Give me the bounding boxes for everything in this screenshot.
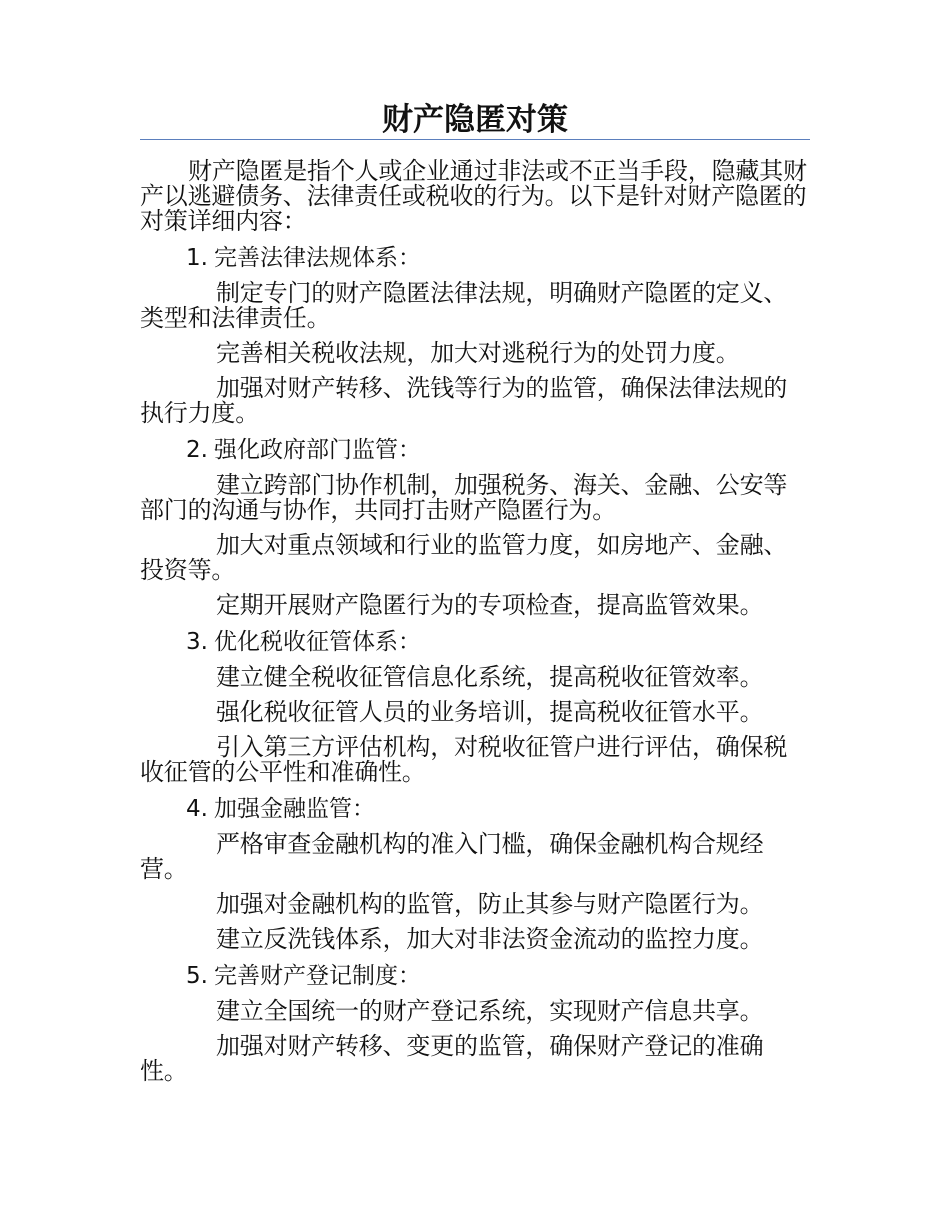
section-5 (140, 961, 810, 1084)
list-item: 制定专门的财产隐匿法律法规，明确财产隐匿的定义、类型和法律责任。 (140, 279, 788, 332)
list-item: 严格审查金融机构的准入门槛，确保金融机构合规经营。 (140, 830, 764, 883)
list-item: 完善相关税收法规，加大对逃税行为的处罚力度。 (216, 339, 740, 367)
section-3 (140, 627, 810, 785)
section-number: 2. (186, 437, 208, 463)
section-heading (140, 961, 810, 991)
list-item: 引入第三方评估机构，对税收征管户进行评估，确保税收征管的公平性和准确性。 (140, 733, 788, 786)
section-heading-text: 完善法律法规体系： (213, 245, 421, 271)
section-heading-text: 优化税收征管体系： (213, 629, 421, 655)
section-2 (140, 435, 810, 618)
list-item: 建立跨部门协作机制，加强税务、海关、金融、公安等部门的沟通与协作，共同打击财产隐匿行为。 (140, 471, 788, 524)
list-item: 定期开展财产隐匿行为的专项检查，提高监管效果。 (216, 591, 764, 619)
document-title: 财产隐匿对策 (382, 102, 568, 138)
intro-paragraph: 财产隐匿是指个人或企业通过非法或不正当手段，隐藏其财产以逃避债务、法律责任或税收的行为。以下是针对财产隐匿的对策详细内容： (140, 157, 807, 235)
section-1 (140, 243, 810, 426)
list-item: 建立全国统一的财产登记系统，实现财产信息共享。 (216, 997, 764, 1025)
section-number: 1. (186, 245, 208, 271)
list-item: 加强对财产转移、洗钱等行为的监管，确保法律法规的执行力度。 (140, 374, 788, 427)
section-heading-text: 加强金融监管： (213, 796, 375, 822)
section-4 (140, 794, 810, 952)
document-page (140, 100, 810, 1084)
section-heading-text: 完善财产登记制度： (213, 963, 421, 989)
section-number: 3. (186, 629, 208, 655)
list-item: 建立健全税收征管信息化系统，提高税收征管效率。 (216, 663, 764, 691)
section-heading (140, 794, 810, 824)
section-heading (140, 627, 810, 657)
list-item: 强化税收征管人员的业务培训，提高税收征管水平。 (216, 698, 764, 726)
list-item: 加强对财产转移、变更的监管，确保财产登记的准确性。 (140, 1032, 764, 1085)
section-heading (140, 243, 810, 273)
section-heading-text: 强化政府部门监管： (213, 437, 421, 463)
list-item: 加强对金融机构的监管，防止其参与财产隐匿行为。 (216, 890, 764, 918)
section-heading (140, 435, 810, 465)
section-number: 4. (186, 796, 208, 822)
section-number: 5. (186, 963, 208, 989)
list-item: 加大对重点领域和行业的监管力度，如房地产、金融、投资等。 (140, 531, 788, 584)
list-item: 建立反洗钱体系，加大对非法资金流动的监控力度。 (216, 925, 764, 953)
